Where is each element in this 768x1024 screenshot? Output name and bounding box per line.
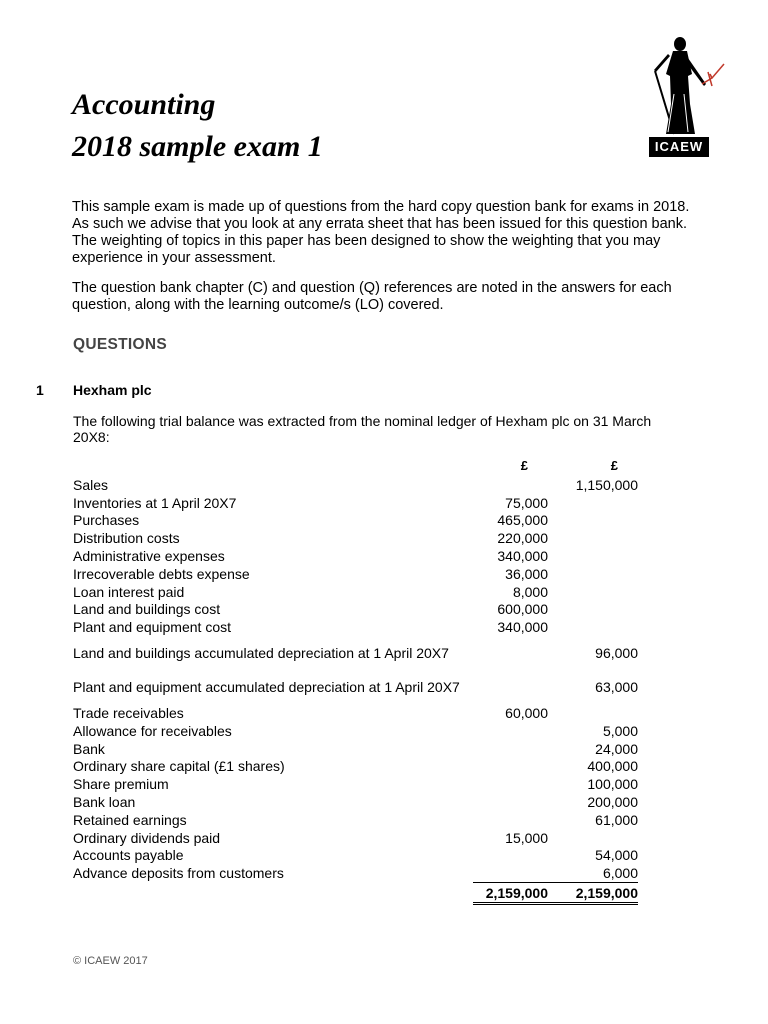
debit-value: 465,000: [497, 512, 548, 529]
table-row: [73, 529, 638, 547]
credit-value: 54,000: [595, 847, 638, 864]
credit-value: [548, 494, 638, 512]
credit-value: [548, 547, 638, 565]
credit-value: [548, 601, 638, 619]
icaew-logo-text: ICAEW: [649, 137, 709, 157]
account-label: Ordinary dividends paid: [73, 829, 221, 846]
question-title: Hexham plc: [73, 382, 152, 398]
account-label: Administrative expenses: [73, 548, 225, 565]
debit-value: 60,000: [505, 705, 548, 722]
table-row: [73, 758, 638, 776]
credit-value: [548, 829, 638, 847]
table-row: [73, 829, 638, 847]
account-label: Retained earnings: [73, 811, 187, 828]
debit-value: [473, 775, 548, 793]
account-label: Ordinary share capital (£1 shares): [73, 758, 285, 775]
table-row: [73, 793, 638, 811]
debit-value: 8,000: [512, 583, 548, 600]
table-row: [73, 601, 638, 619]
debit-value: [473, 670, 548, 704]
debit-value: [473, 636, 548, 670]
title-line-1: Accounting: [72, 88, 216, 121]
account-label: Land and buildings cost: [73, 601, 221, 618]
account-label: Plant and equipment cost: [73, 619, 231, 636]
credit-value: 61,000: [595, 811, 638, 828]
debit-value: [473, 476, 548, 494]
table-row: [73, 670, 638, 704]
credit-value: 200,000: [587, 794, 638, 811]
table-row: [73, 583, 638, 601]
intro-paragraph-1: This sample exam is made up of questions from the hard copy question bank for exams in 2018. As such we advise that you look at any errata sheet that has been issued for this question bank. The weighting of topics in this paper has been designed to show the weighting that you may experience in your assessment.: [72, 199, 690, 266]
credit-column-header: £: [610, 458, 618, 473]
account-label: Distribution costs: [73, 530, 180, 547]
credit-value: 1,150,000: [575, 476, 638, 493]
account-label: Bank: [73, 740, 105, 757]
credit-value: [548, 704, 638, 722]
table-row: [73, 565, 638, 583]
section-heading: QUESTIONS: [73, 336, 167, 353]
account-label: Sales: [73, 476, 109, 493]
table-row: [73, 494, 638, 512]
debit-value: 340,000: [497, 619, 548, 636]
debit-value: 340,000: [497, 548, 548, 565]
credit-value: [548, 618, 638, 636]
table-row: [73, 512, 638, 530]
table-row: [73, 722, 638, 740]
debit-value: 36,000: [505, 565, 548, 582]
question-intro: The following trial balance was extracted from the nominal ledger of Hexham plc on 31 March 20X8:: [73, 413, 652, 445]
copyright-footer: © ICAEW 2017: [73, 955, 148, 967]
account-label: Land and buildings accumulated depreciation at 1 April 20X7: [73, 645, 449, 662]
debit-value: 600,000: [497, 601, 548, 618]
account-label: Share premium: [73, 776, 169, 793]
table-row: [73, 811, 638, 829]
account-label: Loan interest paid: [73, 583, 185, 600]
credit-value: 96,000: [595, 645, 638, 662]
credit-value: [548, 583, 638, 601]
credit-value: [548, 529, 638, 547]
debit-value: 15,000: [505, 829, 548, 846]
credit-value: 6,000: [602, 865, 638, 882]
debit-value: 75,000: [505, 494, 548, 511]
totals-row: [73, 883, 638, 904]
debit-value: [473, 811, 548, 829]
debit-value: [473, 864, 548, 882]
table-row: [73, 704, 638, 722]
intro-paragraph-2: The question bank chapter (C) and question (Q) references are noted in the answers for each question, along with the learning outcome/s (LO) covered.: [72, 280, 672, 313]
debit-column-header: £: [520, 458, 528, 473]
credit-value: 400,000: [587, 758, 638, 775]
account-label: Plant and equipment accumulated depreciation at 1 April 20X7: [73, 679, 460, 696]
debit-value: [473, 740, 548, 758]
account-label: Bank loan: [73, 794, 136, 811]
credit-total: 2,159,000: [548, 883, 638, 904]
debit-value: [473, 758, 548, 776]
account-label: Irrecoverable debts expense: [73, 565, 250, 582]
account-label: Inventories at 1 April 20X7: [73, 494, 237, 511]
debit-value: 220,000: [497, 530, 548, 547]
document-title: [72, 84, 323, 168]
table-row: [73, 864, 638, 882]
debit-value: [473, 847, 548, 865]
account-label: Purchases: [73, 512, 140, 529]
account-label: Allowance for receivables: [73, 722, 232, 739]
table-row: [73, 847, 638, 865]
table-row: [73, 547, 638, 565]
credit-value: 63,000: [595, 679, 638, 696]
debit-value: [473, 722, 548, 740]
table-row: [73, 740, 638, 758]
trial-balance-table: [73, 476, 638, 905]
credit-value: 100,000: [587, 776, 638, 793]
credit-value: 24,000: [595, 740, 638, 757]
credit-value: 5,000: [602, 722, 638, 739]
debit-value: [473, 793, 548, 811]
credit-value: [548, 565, 638, 583]
table-row: [73, 476, 638, 494]
debit-total: 2,159,000: [473, 883, 548, 904]
title-line-2: 2018 sample exam 1: [72, 130, 323, 163]
account-label: Advance deposits from customers: [73, 865, 284, 882]
table-row: [73, 636, 638, 670]
table-row: [73, 775, 638, 793]
question-number: 1: [36, 382, 44, 398]
account-label: Trade receivables: [73, 705, 184, 722]
table-row: [73, 618, 638, 636]
account-label: Accounts payable: [73, 847, 184, 864]
credit-value: [548, 512, 638, 530]
